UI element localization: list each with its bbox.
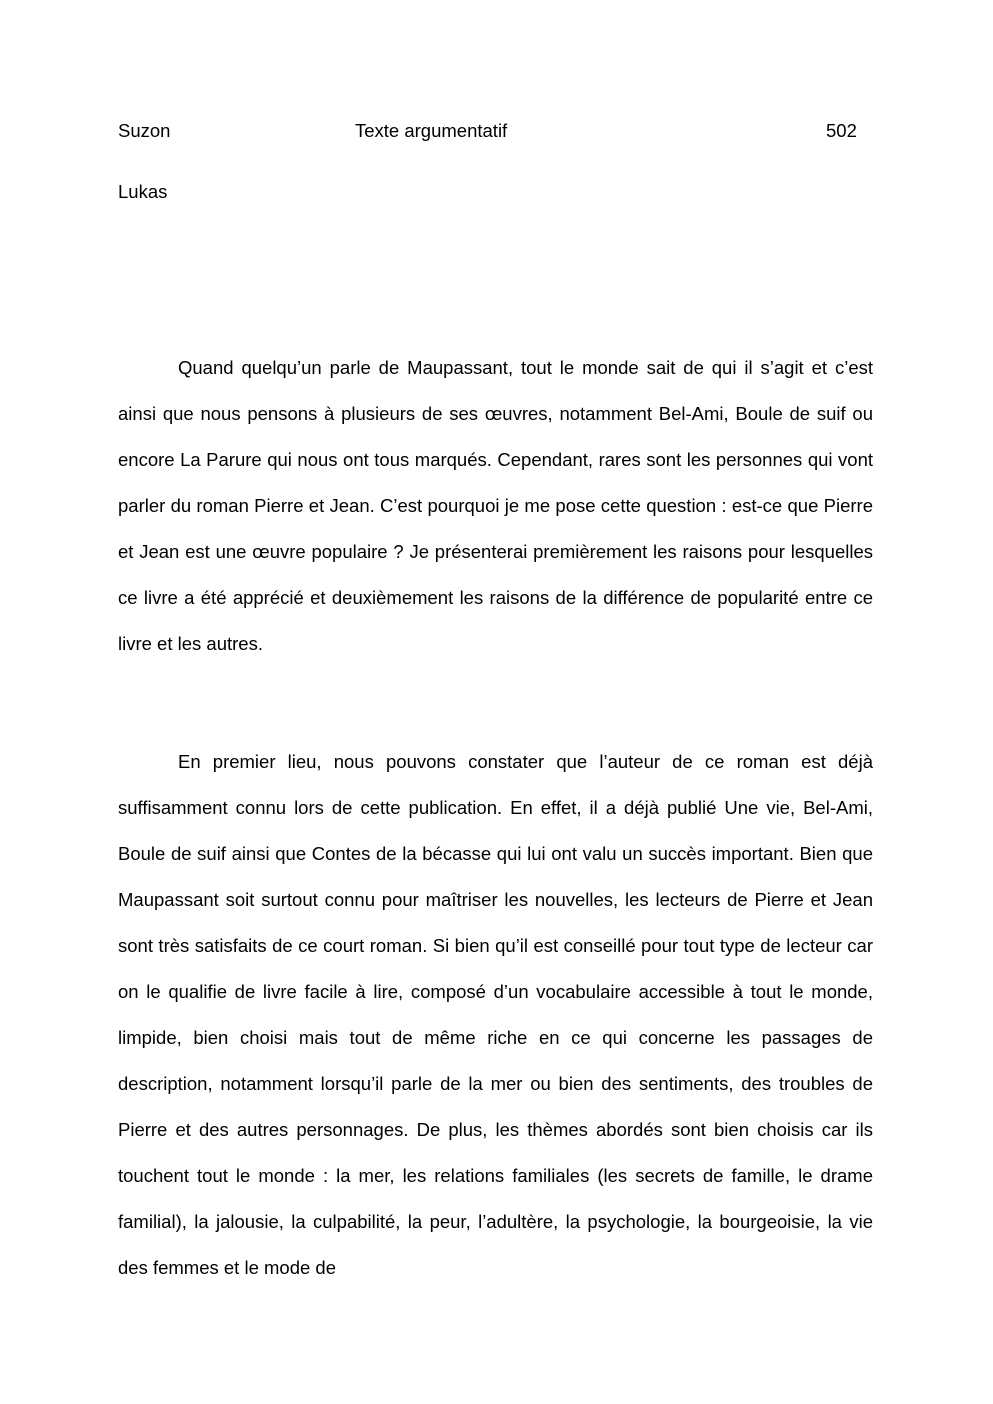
class-number: 502 — [826, 120, 857, 141]
author-name-second: Lukas — [118, 181, 168, 202]
author-name-first: Suzon — [118, 120, 171, 141]
paragraph-introduction: Quand quelqu’un parle de Maupassant, tout le monde sait de qui il s’agit et c’est ainsi que nous pensons à plusieurs de ses œuvres, notamment Bel-Ami, Boule de suif ou encore La Parure qui nous ont tous marqués. Cependant, rares sont les personnes qui vont parler du roman Pierre et Jean. C’est pourquoi je me pose cette question : est-ce que Pierre et Jean est une œuvre populaire ? Je présenterai premièrement les raisons pour lesquelles ce livre a été apprécié et deuxièmement les raisons de la différence de popularité entre ce livre et les autres. — [118, 357, 873, 654]
paragraph-first-argument: En premier lieu, nous pouvons constater que l’auteur de ce roman est déjà suffisamment connu lors de cette publication. En effet, il a déjà publié Une vie, Bel-Ami, Boule de suif ainsi que Contes de la bécasse qui lui ont valu un succès important. Bien que Maupassant soit surtout connu pour maîtriser les nouvelles, les lecteurs de Pierre et Jean sont très satisfaits de ce court roman. Si bien qu’il est conseillé pour tout type de lecteur car on le qualifie de livre facile à lire, composé d’un vocabulaire accessible à tout le monde, limpide, bien choisi mais tout de même riche en ce qui concerne les passages de description, notamment lorsqu’il parle de la mer ou bien des sentiments, des troubles de Pierre et des autres personnages. De plus, les thèmes abordés sont bien choisis car ils touchent tout le monde : la mer, les relations familiales (les secrets de famille, le drame familial), la jalousie, la culpabilité, la peur, l’adultère, la psychologie, la bourgeoisie, la vie des femmes et le mode de — [118, 751, 873, 1278]
page-header — [118, 119, 873, 143]
document-title: Texte argumentatif — [355, 120, 508, 141]
